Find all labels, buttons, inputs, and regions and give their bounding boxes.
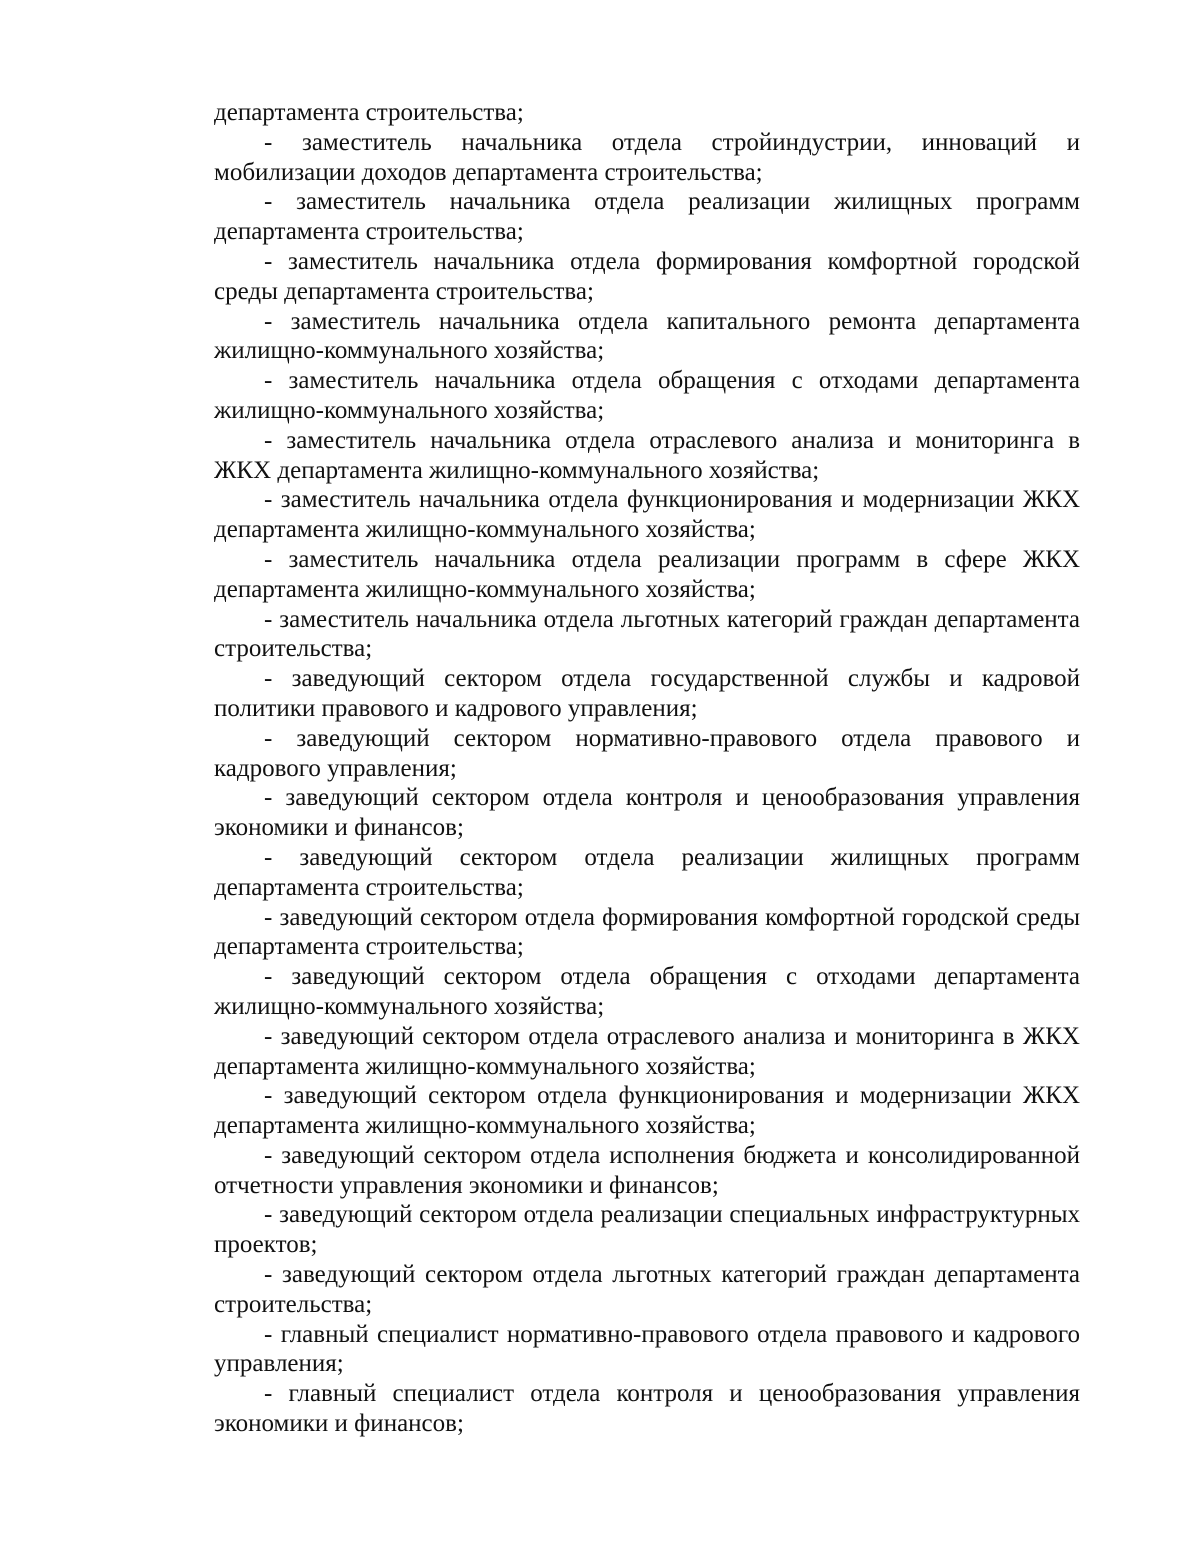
- document-body: [214, 98, 1080, 1439]
- list-item: - главный специалист отдела контроля и ценообразования управления экономики и финансов;: [214, 1379, 1080, 1439]
- list-item: - заместитель начальника отдела отраслевого анализа и мониторинга в ЖКХ департамента жилищно-коммунального хозяйства;: [214, 426, 1080, 486]
- list-item: - главный специалист нормативно-правового отдела правового и кадрового управления;: [214, 1320, 1080, 1380]
- list-item: - заведующий сектором отдела отраслевого анализа и мониторинга в ЖКХ департамента жилищно-коммунального хозяйства;: [214, 1022, 1080, 1082]
- list-item: - заведующий сектором отдела реализации специальных инфраструктурных проектов;: [214, 1200, 1080, 1260]
- list-item: - заведующий сектором отдела контроля и ценообразования управления экономики и финансов;: [214, 783, 1080, 843]
- list-item: - заведующий сектором нормативно-правового отдела правового и кадрового управления;: [214, 724, 1080, 784]
- list-item: - заведующий сектором отдела исполнения бюджета и консолидированной отчетности управления экономики и финансов;: [214, 1141, 1080, 1201]
- list-item: - заведующий сектором отдела обращения с отходами департамента жилищно-коммунального хозяйства;: [214, 962, 1080, 1022]
- list-item: - заместитель начальника отдела стройиндустрии, инноваций и мобилизации доходов департамента строительства;: [214, 128, 1080, 188]
- list-item: - заведующий сектором отдела государственной службы и кадровой политики правового и кадрового управления;: [214, 664, 1080, 724]
- list-item: - заместитель начальника отдела реализации программ в сфере ЖКХ департамента жилищно-коммунального хозяйства;: [214, 545, 1080, 605]
- list-item: - заместитель начальника отдела функционирования и модернизации ЖКХ департамента жилищно-коммунального хозяйства;: [214, 485, 1080, 545]
- list-item: - заведующий сектором отдела функционирования и модернизации ЖКХ департамента жилищно-коммунального хозяйства;: [214, 1081, 1080, 1141]
- list-item: - заместитель начальника отдела льготных категорий граждан департамента строительства;: [214, 605, 1080, 665]
- list-item: - заведующий сектором отдела реализации жилищных программ департамента строительства;: [214, 843, 1080, 903]
- list-item: - заместитель начальника отдела капитального ремонта департамента жилищно-коммунального хозяйства;: [214, 307, 1080, 367]
- lead-line: департамента строительства;: [214, 99, 524, 126]
- list-item: - заместитель начальника отдела реализации жилищных программ департамента строительства;: [214, 187, 1080, 247]
- list-item: - заместитель начальника отдела обращения с отходами департамента жилищно-коммунального хозяйства;: [214, 366, 1080, 426]
- list-item: - заместитель начальника отдела формирования комфортной городской среды департамента строительства;: [214, 247, 1080, 307]
- list-item: - заведующий сектором отдела льготных категорий граждан департамента строительства;: [214, 1260, 1080, 1320]
- list-item: - заведующий сектором отдела формирования комфортной городской среды департамента строительства;: [214, 903, 1080, 963]
